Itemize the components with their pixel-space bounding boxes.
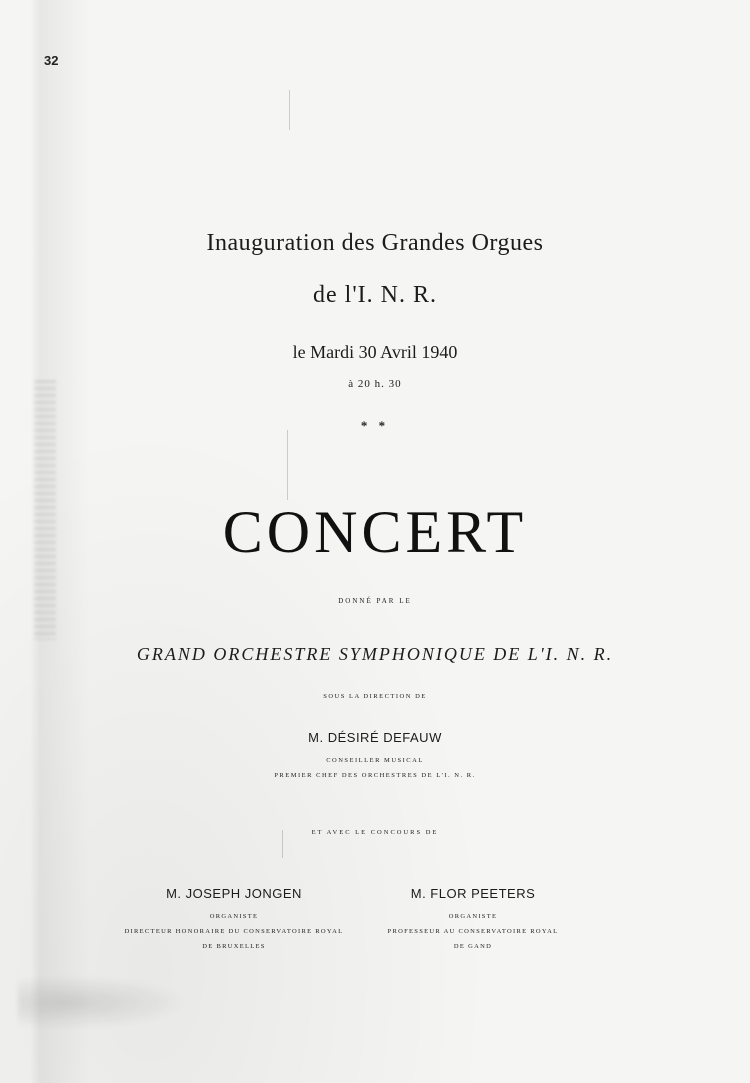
heading-line1: Inauguration des Grandes Orgues [206, 230, 544, 256]
event-time: à 20 h. 30 [348, 378, 402, 390]
concours-label: ET AVEC LE CONCOURS DE [311, 829, 439, 836]
soloist-name: M. JOSEPH JONGEN [166, 886, 302, 901]
conductor-name: M. DÉSIRÉ DEFAUW [308, 730, 442, 745]
orchestra-name: GRAND ORCHESTRE SYMPHONIQUE DE L'I. N. R. [136, 644, 614, 664]
soloist-peeters [333, 886, 613, 954]
soloist-title-2: DE BRUXELLES [202, 943, 266, 950]
soloist-title-1: PROFESSEUR AU CONSERVATOIRE ROYAL [387, 928, 559, 935]
soloist-jongen [94, 886, 374, 954]
soloist-name: M. FLOR PEETERS [410, 886, 536, 901]
scan-mark [287, 430, 288, 500]
soloist-role: ORGANISTE [209, 913, 259, 920]
direction-label: SOUS LA DIRECTION DE [323, 693, 427, 700]
conductor-role-2: PREMIER CHEF DES ORCHESTRES DE L'I. N. R. [274, 772, 476, 779]
page-number: 32 [44, 53, 59, 68]
soloist-title-2: DE GAND [453, 943, 493, 950]
heading-line2: de l'I. N. R. [313, 282, 437, 308]
scan-smudge-bottom [18, 975, 188, 1030]
soloist-role: ORGANISTE [448, 913, 498, 920]
scan-mark [289, 90, 290, 130]
given-by-label: DONNÉ PAR LE [338, 597, 412, 605]
event-date: le Mardi 30 Avril 1940 [292, 342, 458, 362]
concert-title: CONCERT [222, 499, 528, 565]
conductor-role-1: CONSEILLER MUSICAL [326, 757, 424, 764]
soloist-title-1: DIRECTEUR HONORAIRE DU CONSERVATOIRE ROYAL [124, 928, 344, 935]
ornament-stars: * * [360, 418, 390, 433]
